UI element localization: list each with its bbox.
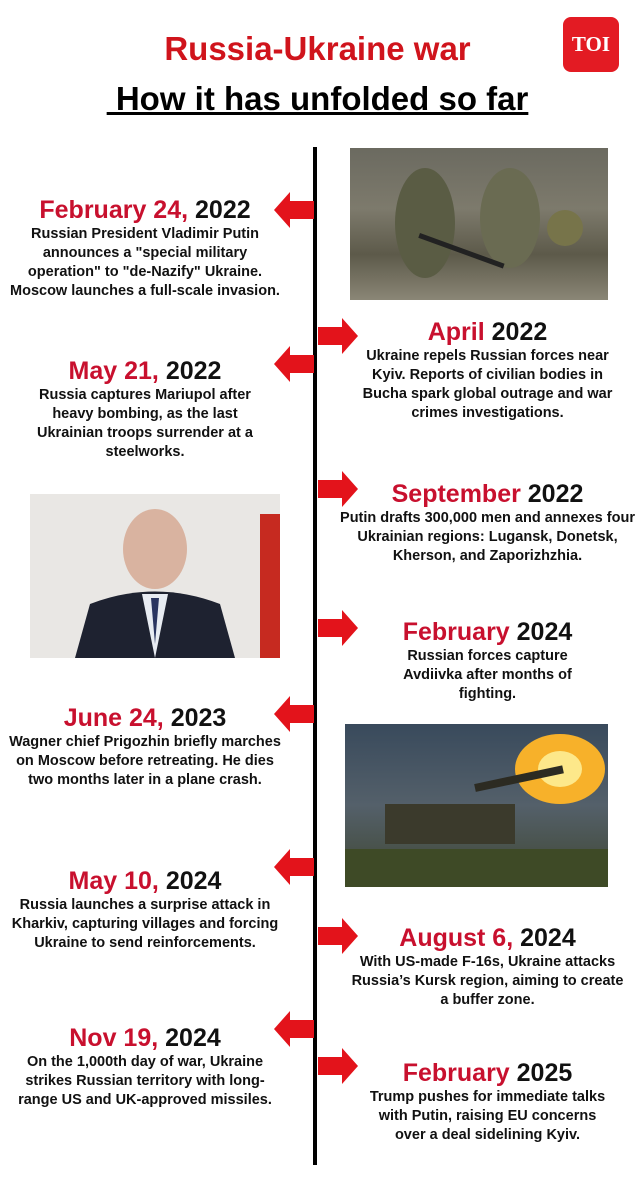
event-text: With US-made F-16s, Ukraine attacks Russia’s Kursk region, aiming to create a buffer zone. <box>351 954 624 1008</box>
title: Russia-Ukraine war <box>164 30 471 67</box>
event-month: February <box>402 1059 510 1087</box>
event-month: September <box>391 480 521 508</box>
event-month: February 24, <box>39 196 189 224</box>
event-text: Russia captures Mariupol after heavy bombing, as the last Ukrainian troops surrender at a steelworks. <box>37 387 253 460</box>
event-text: Russia launches a surprise attack in Kharkiv, capturing villages and forcing Ukraine to send reinforcements. <box>11 897 279 951</box>
event-nov-2024 <box>8 1023 282 1110</box>
event-year: 2025 <box>509 1059 573 1087</box>
subtitle: How it has unfolded so far <box>106 80 529 117</box>
event-text: Ukraine repels Russian forces near Kyiv. Reports of civilian bodies in Bucha spark global outrage and war crimes investigations. <box>362 348 613 421</box>
event-year: 2024 <box>158 1024 221 1052</box>
event-may-2024 <box>8 866 282 953</box>
event-year: 2023 <box>163 704 227 732</box>
event-text: Russian forces capture Avdiivka after months of fighting. <box>403 648 572 702</box>
event-aug-2024 <box>340 923 635 1010</box>
event-text: Russian President Vladimir Putin announces a "special military operation" to "de-Nazify" Ukraine. Moscow launches a full-scale invasion. <box>10 226 280 299</box>
event-month: May 10, <box>68 867 159 895</box>
event-year: 2024 <box>158 867 222 895</box>
event-feb-2024 <box>340 617 635 704</box>
event-year: 2022 <box>158 357 222 385</box>
event-text: Wagner chief Prigozhin briefly marches on Moscow before retreating. He dies two months later in a plane crash. <box>9 734 281 788</box>
event-apr-2022 <box>340 317 635 423</box>
event-month: May 21, <box>68 357 159 385</box>
event-month: Nov 19, <box>69 1024 159 1052</box>
putin-photo <box>30 494 280 658</box>
event-month: June 24, <box>63 704 164 732</box>
event-year: 2022 <box>484 318 548 346</box>
event-jun-2023 <box>8 703 282 790</box>
event-text: Trump pushes for immediate talks with Putin, raising EU concerns over a deal sidelining Kyiv. <box>369 1089 606 1143</box>
event-year: 2024 <box>513 924 576 952</box>
event-month: August 6, <box>399 924 514 952</box>
event-month: April <box>427 318 485 346</box>
event-feb-2022 <box>8 195 282 301</box>
event-month: February <box>402 618 510 646</box>
soldiers-photo <box>350 148 608 300</box>
event-year: 2022 <box>520 480 584 508</box>
artillery-photo <box>345 724 608 887</box>
event-year: 2022 <box>188 196 251 224</box>
event-text: On the 1,000th day of war, Ukraine strikes Russian territory with long-range US and UK-approved missiles. <box>18 1054 272 1108</box>
event-sep-2022 <box>340 479 635 566</box>
event-feb-2025 <box>340 1058 635 1145</box>
toi-logo: TOI <box>563 17 619 72</box>
event-year: 2024 <box>509 618 573 646</box>
event-may-2022 <box>8 356 282 462</box>
event-text: Putin drafts 300,000 men and annexes four Ukrainian regions: Lugansk, Donetsk, Kherson, and Zaporizhzhia. <box>340 510 635 564</box>
